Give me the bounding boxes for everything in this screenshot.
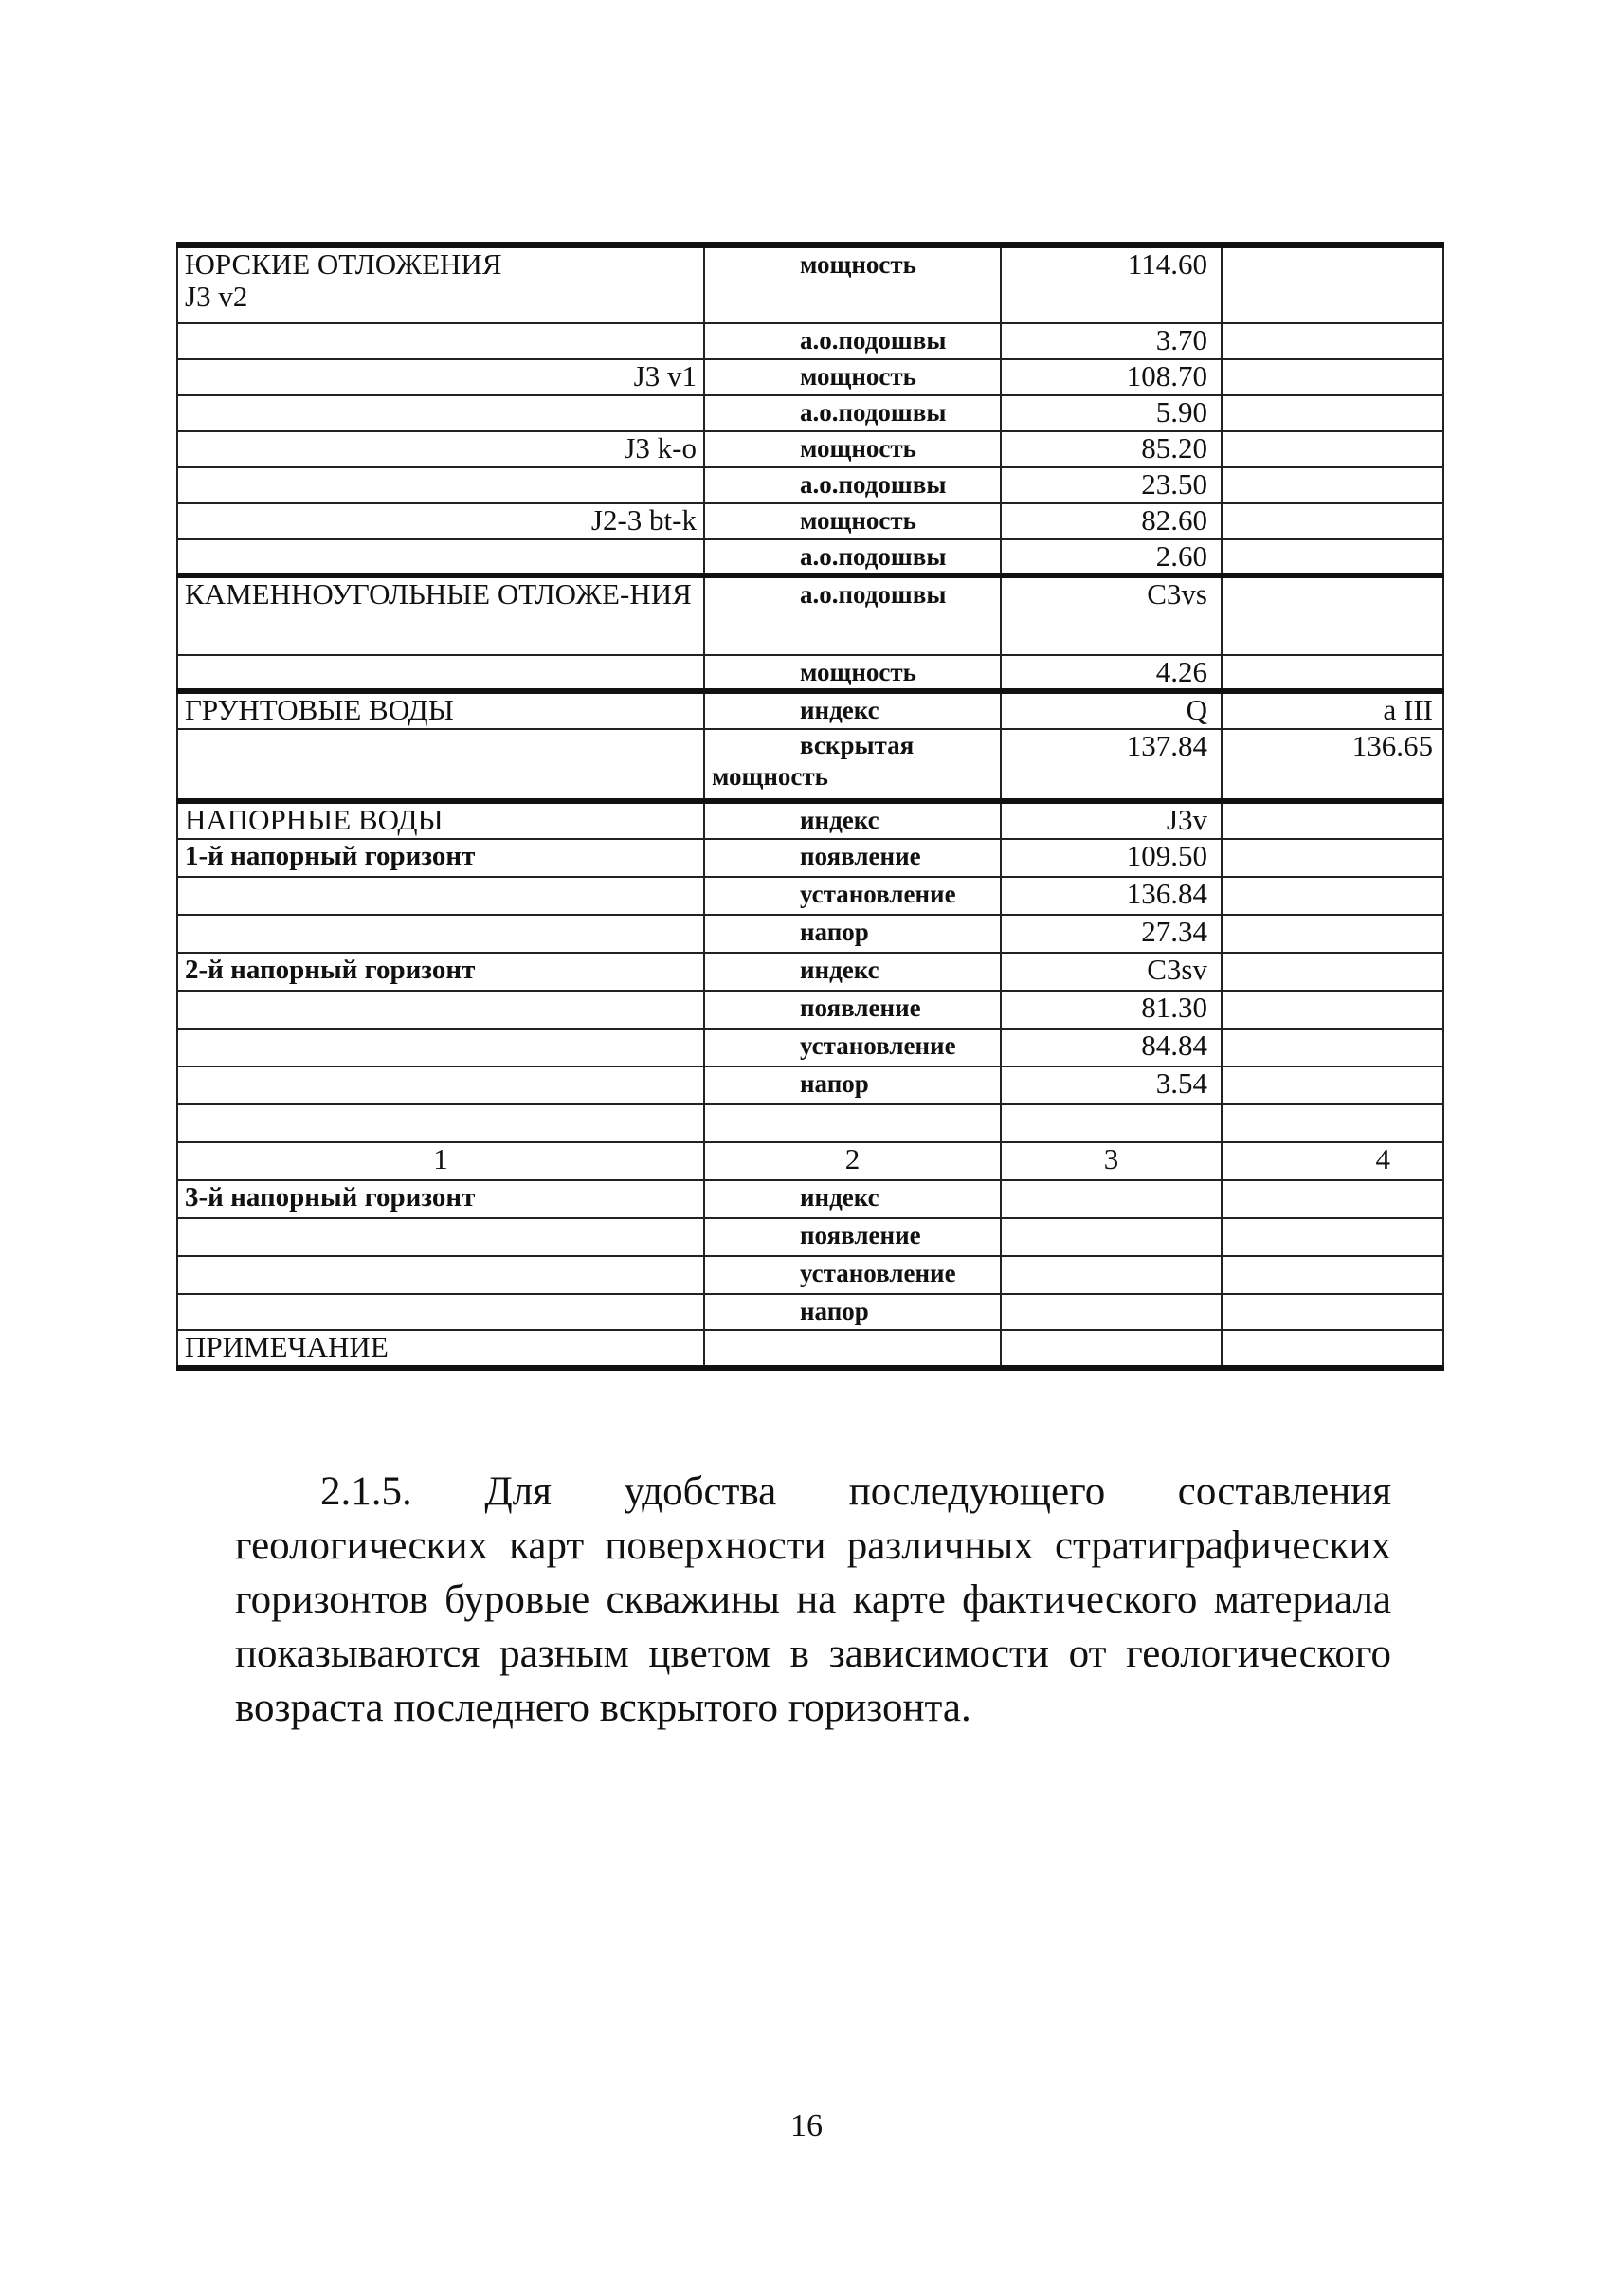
label-cell: [177, 1029, 704, 1066]
param-cell: напор: [704, 915, 1001, 953]
value-cell: 82.60: [1001, 503, 1222, 539]
table-row: [177, 539, 1443, 575]
section-title-pressure-water: НАПОРНЫЕ ВОДЫ: [177, 801, 704, 839]
value-cell: C3sv: [1001, 953, 1222, 991]
note-label: ПРИМЕЧАНИЕ: [177, 1330, 704, 1368]
param-cell: мощность: [704, 246, 1001, 323]
value-cell-2: a III: [1222, 691, 1443, 729]
value-cell-2: [1222, 575, 1443, 655]
param-cell: появление: [704, 991, 1001, 1029]
value-cell: 5.90: [1001, 395, 1222, 431]
column-number-row: [177, 1142, 1443, 1180]
table-row: [177, 467, 1443, 503]
table-row: [177, 575, 1443, 655]
section-title-jurassic: ЮРСКИЕ ОТЛОЖЕНИЯ J3 v2: [177, 246, 704, 323]
value-cell: 136.84: [1001, 877, 1222, 915]
label-cell: J2-3 bt-k: [177, 503, 704, 539]
value-cell-2: [1222, 503, 1443, 539]
value-cell-2: [1222, 539, 1443, 575]
table-row: [177, 729, 1443, 801]
table-row: [177, 1066, 1443, 1104]
table-row: [177, 359, 1443, 395]
label-cell: [177, 323, 704, 359]
table-row: [177, 991, 1443, 1029]
param-cell: а.о.подошвы: [704, 575, 1001, 655]
table-row: [177, 323, 1443, 359]
param-cell: индекс: [704, 1180, 1001, 1218]
param-cell: а.о.подошвы: [704, 323, 1001, 359]
column-number: 4: [1222, 1142, 1443, 1180]
label-cell: [177, 655, 704, 691]
label-cell: [177, 1218, 704, 1256]
param-cell: [704, 1104, 1001, 1142]
value-cell-2: [1222, 953, 1443, 991]
data-table: [176, 242, 1444, 1371]
table-row: [177, 655, 1443, 691]
param-cell: а.о.подошвы: [704, 467, 1001, 503]
table-row: [177, 915, 1443, 953]
param-cell: установление: [704, 877, 1001, 915]
value-cell: [1001, 1180, 1222, 1218]
value-cell-2: 136.65: [1222, 729, 1443, 801]
section-title-groundwater: ГРУНТОВЫЕ ВОДЫ: [177, 691, 704, 729]
value-cell: 114.60: [1001, 246, 1222, 323]
table-row: [177, 1256, 1443, 1294]
table-row: [177, 877, 1443, 915]
value-cell: J3v: [1001, 801, 1222, 839]
value-cell: 85.20: [1001, 431, 1222, 467]
table-row: [177, 1330, 1443, 1368]
label-cell: J3 k-o: [177, 431, 704, 467]
label-cell: [177, 1104, 704, 1142]
value-cell-2: [1222, 1029, 1443, 1066]
param-cell: индекс: [704, 953, 1001, 991]
value-cell-2: [1222, 839, 1443, 877]
value-cell-2: [1222, 1218, 1443, 1256]
value-cell: C3vs: [1001, 575, 1222, 655]
value-cell-2: [1222, 246, 1443, 323]
value-cell: Q: [1001, 691, 1222, 729]
value-cell: 137.84: [1001, 729, 1222, 801]
label-cell: [177, 1256, 704, 1294]
label-cell: 2-й напорный горизонт: [177, 953, 704, 991]
value-cell-2: [1222, 877, 1443, 915]
param-cell: мощность: [704, 359, 1001, 395]
value-cell: 3.70: [1001, 323, 1222, 359]
body-paragraph: 2.1.5. Для удобства последующего составления геологических карт поверхности различных стратиграфических горизонтов буровые скважины на карте фактического материала показываются разным цветом в зависимости от геологического возраста последнего вскрытого горизонта.: [235, 1469, 1391, 1730]
label-cell: [177, 991, 704, 1029]
table-row: [177, 1029, 1443, 1066]
table-row: [177, 691, 1443, 729]
param-cell: появление: [704, 1218, 1001, 1256]
value-cell: [1001, 1104, 1222, 1142]
value-cell-2: [1222, 655, 1443, 691]
value-cell: [1001, 1330, 1222, 1368]
table-row: [177, 395, 1443, 431]
column-number: 2: [704, 1142, 1001, 1180]
section-title-carboniferous: КАМЕННОУГОЛЬНЫЕ ОТЛОЖЕ-НИЯ: [177, 575, 704, 655]
value-cell: 2.60: [1001, 539, 1222, 575]
table-row: [177, 839, 1443, 877]
value-cell: 84.84: [1001, 1029, 1222, 1066]
column-number: 3: [1001, 1142, 1222, 1180]
param-cell: а.о.подошвы: [704, 395, 1001, 431]
value-cell-2: [1222, 431, 1443, 467]
value-cell: [1001, 1218, 1222, 1256]
value-cell: [1001, 1256, 1222, 1294]
value-cell-2: [1222, 1330, 1443, 1368]
table-row: [177, 953, 1443, 991]
param-cell: индекс: [704, 801, 1001, 839]
value-cell: 109.50: [1001, 839, 1222, 877]
value-cell: 27.34: [1001, 915, 1222, 953]
label-cell: [177, 539, 704, 575]
value-cell-2: [1222, 323, 1443, 359]
value-cell-2: [1222, 1294, 1443, 1330]
label-cell: [177, 915, 704, 953]
param-cell: а.о.подошвы: [704, 539, 1001, 575]
value-cell-2: [1222, 359, 1443, 395]
param-cell: напор: [704, 1294, 1001, 1330]
param-cell: мощность: [704, 431, 1001, 467]
page-number: 16: [790, 2108, 823, 2143]
label-cell: 3-й напорный горизонт: [177, 1180, 704, 1218]
table-row: [177, 1294, 1443, 1330]
value-cell-2: [1222, 991, 1443, 1029]
param-cell: установление: [704, 1029, 1001, 1066]
label-cell: [177, 467, 704, 503]
table-row: [177, 1218, 1443, 1256]
value-cell-2: [1222, 801, 1443, 839]
table-row: [177, 801, 1443, 839]
param-cell: мощность: [704, 655, 1001, 691]
param-cell: индекс: [704, 691, 1001, 729]
label-cell: J3 v1: [177, 359, 704, 395]
label-cell: [177, 729, 704, 801]
value-cell: [1001, 1294, 1222, 1330]
column-number: 1: [177, 1142, 704, 1180]
value-cell-2: [1222, 395, 1443, 431]
label-cell: [177, 1066, 704, 1104]
label-cell: 1-й напорный горизонт: [177, 839, 704, 877]
value-cell-2: [1222, 1104, 1443, 1142]
value-cell: 108.70: [1001, 359, 1222, 395]
table-row: [177, 431, 1443, 467]
param-cell: установление: [704, 1256, 1001, 1294]
param-cell: [704, 1330, 1001, 1368]
value-cell: 4.26: [1001, 655, 1222, 691]
param-cell: напор: [704, 1066, 1001, 1104]
param-cell: вскрытая мощность: [704, 729, 1001, 801]
value-cell-2: [1222, 1180, 1443, 1218]
value-cell-2: [1222, 1066, 1443, 1104]
value-cell: 23.50: [1001, 467, 1222, 503]
value-cell: 3.54: [1001, 1066, 1222, 1104]
label-cell: [177, 395, 704, 431]
param-cell: мощность: [704, 503, 1001, 539]
value-cell: 81.30: [1001, 991, 1222, 1029]
label-cell: [177, 877, 704, 915]
table-row: [177, 1180, 1443, 1218]
value-cell-2: [1222, 467, 1443, 503]
param-cell: появление: [704, 839, 1001, 877]
table-row: [177, 246, 1443, 323]
table-row: [177, 1104, 1443, 1142]
value-cell-2: [1222, 915, 1443, 953]
label-cell: [177, 1294, 704, 1330]
table-row: [177, 503, 1443, 539]
value-cell-2: [1222, 1256, 1443, 1294]
